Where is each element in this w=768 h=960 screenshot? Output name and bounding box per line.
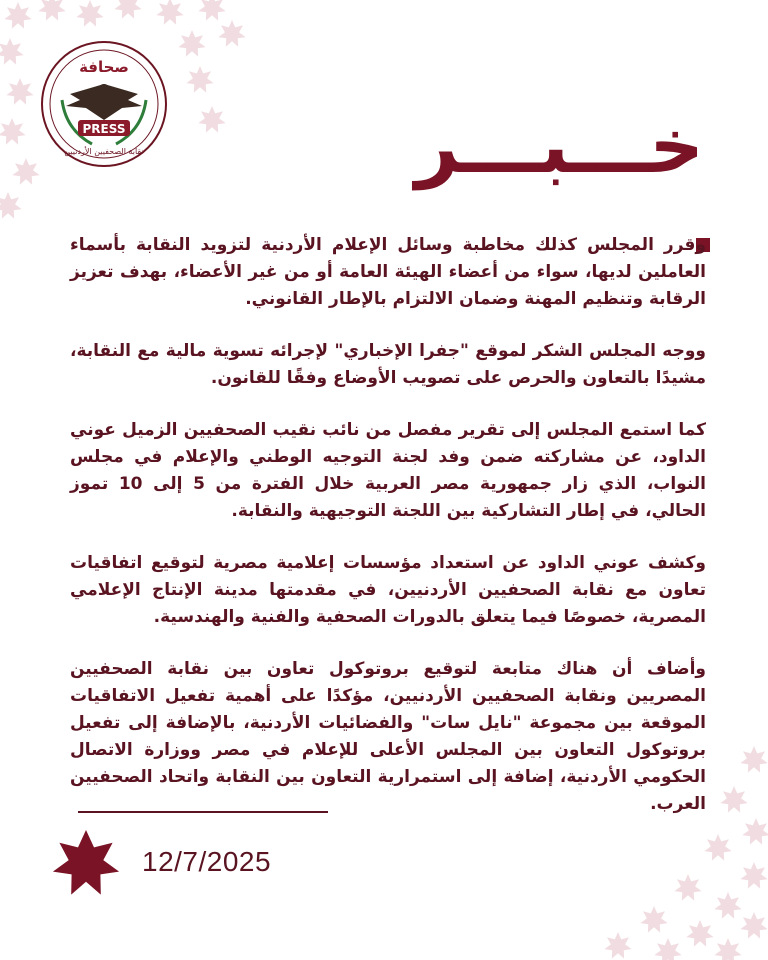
article-paragraph: وكشف عوني الداود عن استعداد مؤسسات إعلامية مصرية لتوقيع اتفاقيات تعاون مع نقابة الصحفيين الأردنيين، في مقدمتها مدينة الإنتاج الإعلامي المصرية، خصوصًا فيما يتعلق بالدورات الصحفية والفنية والهندسية. [70,553,706,627]
publish-date: 12/7/2025 [142,846,272,877]
article-paragraph: وأضاف أن هناك متابعة لتوقيع بروتوكول تعاون بين نقابة الصحفيين المصريين ونقابة الصحفيين الأردنيين، مؤكدًا على أهمية تفعيل الاتفاقيات الموقعة بين مجموعة "نايل سات" والفضائيات الأردنية، بالإضافة إلى تفعيل بروتوكول التعاون بين المجلس الأعلى للإعلام في مصر ووزارة الاتصال الحكومي الأردنية، إضافة إلى استمرارية التعاون بين النقابة واتحاد الصحفيين العرب. [70,659,706,814]
article-paragraph: ووجه المجلس الشكر لموقع "جفرا الإخباري" لإجرائه تسوية مالية مع النقابة، مشيدًا بالتعاون والحرص على تصويب الأوضاع وفقًا للقانون. [70,341,706,388]
article-paragraph: وقرر المجلس كذلك مخاطبة وسائل الإعلام الأردنية لتزويد النقابة بأسماء العاملين لديها، سواء من أعضاء الهيئة العامة أو من غير الأعضاء، بهدف تعزيز الرقابة وتنظيم المهنة وضمان الالتزام بالإطار القانوني. [70,235,706,309]
logo-badge-text: PRESS [82,122,126,136]
article-paragraph: كما استمع المجلس إلى تقرير مفصل من نائب نقيب الصحفيين الزميل عوني الداود، عن مشاركته ضمن وفد لجنة التوجيه الوطني والإعلام في مجلس النواب، الذي زار جمهورية مصر العربية خلال الفترة من 5 إلى 10 تموز الحالي، في إطار التشاركية بين اللجنة التوجيهية والنقابة. [70,420,706,521]
eagle-emblem-icon [40,40,168,168]
logo-top-text: صحافة [79,58,129,76]
logo-ring-text: نقابة الصحفيين الأردنيين [64,147,144,156]
article-body [70,232,706,843]
page-title: خـــبـــر [415,101,704,190]
seven-point-star-icon [50,828,122,900]
footer-divider [78,811,328,813]
